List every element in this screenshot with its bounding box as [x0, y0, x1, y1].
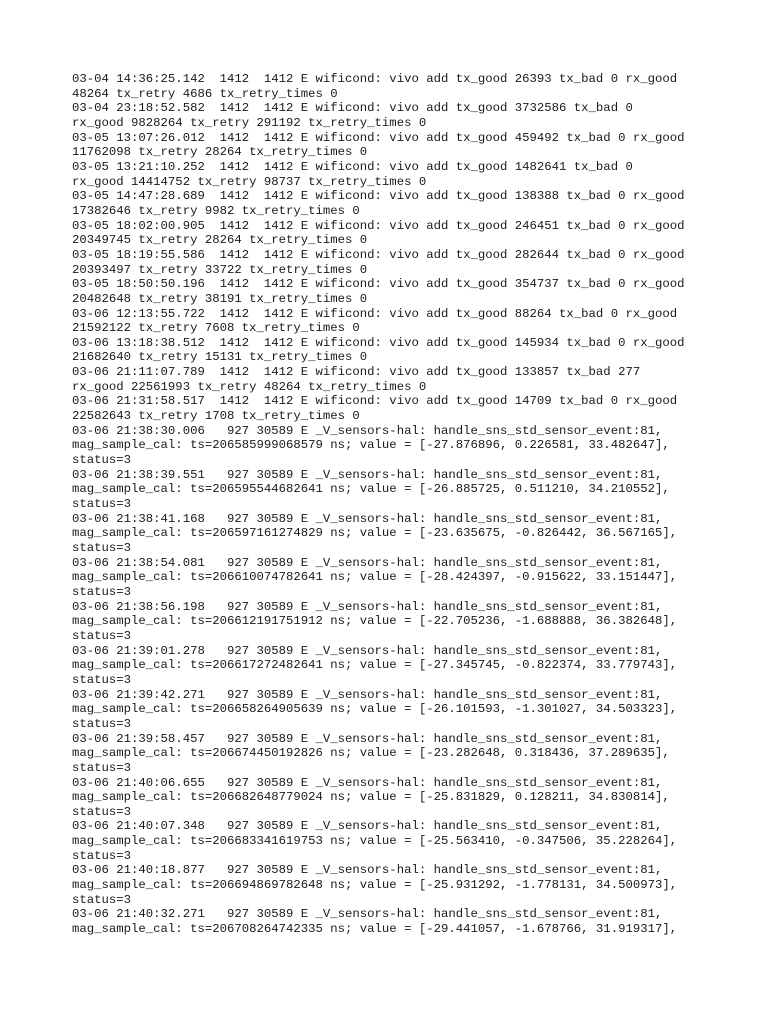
log-line: rx_good 14414752 tx_retry 98737 tx_retry_times 0 — [72, 174, 427, 189]
log-line: mag_sample_cal: ts=206612191751912 ns; value = [-22.705236, -1.688888, 36.382648], — [72, 614, 678, 629]
log-line: 03-06 21:39:58.457 927 30589 E _V_sensors-hal: handle_sns_std_sensor_event:81, — [72, 731, 663, 746]
log-line: 03-06 21:38:54.081 927 30589 E _V_sensors-hal: handle_sns_std_sensor_event:81, — [72, 555, 663, 570]
log-entry — [72, 277, 752, 306]
log-line: 48264 tx_retry 4686 tx_retry_times 0 — [72, 86, 338, 101]
log-line: status=3 — [72, 541, 132, 555]
log-line: 03-06 12:13:55.722 1412 1412 E wificond: vivo add tx_good 88264 tx_bad 0 rx_good — [72, 306, 678, 321]
log-entry — [72, 863, 752, 907]
log-line: 03-05 13:07:26.012 1412 1412 E wificond: vivo add tx_good 459492 tx_bad 0 rx_good — [72, 130, 685, 145]
log-entry — [72, 644, 752, 688]
log-entry — [72, 556, 752, 600]
log-entry — [72, 468, 752, 512]
log-line: 03-06 21:11:07.789 1412 1412 E wificond: vivo add tx_good 133857 tx_bad 277 — [72, 365, 641, 380]
log-line: status=3 — [72, 628, 132, 643]
log-line: 20482648 tx_retry 38191 tx_retry_times 0 — [72, 291, 368, 306]
log-entry — [72, 219, 752, 248]
log-line: 17382646 tx_retry 9982 tx_retry_times 0 — [72, 203, 360, 218]
log-line: 11762098 tx_retry 28264 tx_retry_times 0 — [72, 145, 368, 160]
log-line: 03-05 18:19:55.586 1412 1412 E wificond: vivo add tx_good 282644 tx_bad 0 rx_good — [72, 247, 685, 262]
log-line: mag_sample_cal: ts=206674450192826 ns; value = [-23.282648, 0.318436, 37.289635], — [72, 746, 670, 761]
log-entry — [72, 512, 752, 556]
log-line: mag_sample_cal: ts=206617272482641 ns; value = [-27.345745, -0.822374, 33.779743], — [72, 658, 678, 673]
log-line: 03-06 21:39:01.278 927 30589 E _V_sensors-hal: handle_sns_std_sensor_event:81, — [72, 643, 663, 658]
log-line: 20393497 tx_retry 33722 tx_retry_times 0 — [72, 262, 368, 277]
log-line: 03-06 21:38:39.551 927 30589 E _V_sensors-hal: handle_sns_std_sensor_event:81, — [72, 467, 663, 482]
log-line: mag_sample_cal: ts=206682648779024 ns; value = [-25.831829, 0.128211, 34.830814], — [72, 790, 670, 805]
log-line: mag_sample_cal: ts=206694869782648 ns; value = [-25.931292, -1.778131, 34.500973], — [72, 878, 678, 893]
log-entry — [72, 819, 752, 863]
log-line: 03-06 21:40:18.877 927 30589 E _V_sensors-hal: handle_sns_std_sensor_event:81, — [72, 863, 663, 878]
log-line: 20349745 tx_retry 28264 tx_retry_times 0 — [72, 233, 368, 248]
log-line: 22582643 tx_retry 1708 tx_retry_times 0 — [72, 409, 360, 424]
log-line: mag_sample_cal: ts=206658264905639 ns; value = [-26.101593, -1.301027, 34.503323], — [72, 702, 678, 717]
log-line: status=3 — [72, 672, 132, 687]
log-line: 03-05 18:50:50.196 1412 1412 E wificond: vivo add tx_good 354737 tx_bad 0 rx_good — [72, 277, 685, 292]
document-page — [72, 72, 752, 937]
log-line: 03-06 21:40:32.271 927 30589 E _V_sensors-hal: handle_sns_std_sensor_event:81, — [72, 907, 663, 922]
log-entry — [72, 131, 752, 160]
log-line: status=3 — [72, 497, 132, 512]
log-line: mag_sample_cal: ts=206708264742335 ns; value = [-29.441057, -1.678766, 31.919317], — [72, 922, 678, 937]
log-line: status=3 — [72, 760, 132, 775]
log-line: mag_sample_cal: ts=206585999068579 ns; value = [-27.876896, 0.226581, 33.482647], — [72, 438, 670, 453]
log-line: 03-06 21:38:41.168 927 30589 E _V_sensors-hal: handle_sns_std_sensor_event:81, — [72, 511, 663, 526]
log-entry — [72, 72, 752, 101]
log-entry — [72, 101, 752, 130]
log-line: 03-04 14:36:25.142 1412 1412 E wificond: vivo add tx_good 26393 tx_bad 0 rx_good — [72, 72, 678, 86]
log-line: 03-05 18:02:00.905 1412 1412 E wificond: vivo add tx_good 246451 tx_bad 0 rx_good — [72, 218, 685, 233]
log-entry — [72, 776, 752, 820]
log-entry — [72, 307, 752, 336]
log-line: status=3 — [72, 716, 132, 731]
log-line: 03-06 13:18:38.512 1412 1412 E wificond: vivo add tx_good 145934 tx_bad 0 rx_good — [72, 335, 685, 350]
log-line: mag_sample_cal: ts=206683341619753 ns; value = [-25.563410, -0.347506, 35.228264], — [72, 834, 678, 849]
log-line: status=3 — [72, 584, 132, 599]
log-entry — [72, 248, 752, 277]
log-line: status=3 — [72, 453, 132, 468]
log-entry — [72, 160, 752, 189]
log-line: 03-04 23:18:52.582 1412 1412 E wificond: vivo add tx_good 3732586 tx_bad 0 — [72, 101, 633, 116]
log-entry — [72, 600, 752, 644]
log-line: rx_good 22561993 tx_retry 48264 tx_retry_times 0 — [72, 379, 427, 394]
log-line: 03-06 21:38:56.198 927 30589 E _V_sensors-hal: handle_sns_std_sensor_event:81, — [72, 599, 663, 614]
log-line: 03-05 14:47:28.689 1412 1412 E wificond: vivo add tx_good 138388 tx_bad 0 rx_good — [72, 189, 685, 204]
log-entry — [72, 365, 752, 394]
log-entry — [72, 189, 752, 218]
log-line: 03-06 21:39:42.271 927 30589 E _V_sensors-hal: handle_sns_std_sensor_event:81, — [72, 687, 663, 702]
log-line: 03-06 21:40:06.655 927 30589 E _V_sensors-hal: handle_sns_std_sensor_event:81, — [72, 775, 663, 790]
log-line: mag_sample_cal: ts=206597161274829 ns; value = [-23.635675, -0.826442, 36.567165], — [72, 526, 678, 541]
log-entry — [72, 394, 752, 423]
log-entry — [72, 688, 752, 732]
log-line: status=3 — [72, 804, 132, 819]
log-entry — [72, 907, 752, 936]
log-line: status=3 — [72, 848, 132, 863]
log-line: 03-05 13:21:10.252 1412 1412 E wificond: vivo add tx_good 1482641 tx_bad 0 — [72, 159, 633, 174]
log-line: 21682640 tx_retry 15131 tx_retry_times 0 — [72, 350, 368, 365]
log-line: mag_sample_cal: ts=206610074782641 ns; value = [-28.424397, -0.915622, 33.151447], — [72, 570, 678, 585]
log-line: rx_good 9828264 tx_retry 291192 tx_retry_times 0 — [72, 115, 427, 130]
log-line: 03-06 21:31:58.517 1412 1412 E wificond: vivo add tx_good 14709 tx_bad 0 rx_good — [72, 394, 678, 409]
log-line: 03-06 21:40:07.348 927 30589 E _V_sensors-hal: handle_sns_std_sensor_event:81, — [72, 819, 663, 834]
log-line: 03-06 21:38:30.006 927 30589 E _V_sensors-hal: handle_sns_std_sensor_event:81, — [72, 423, 663, 438]
log-line: 21592122 tx_retry 7608 tx_retry_times 0 — [72, 321, 360, 336]
log-entry — [72, 336, 752, 365]
log-text-block — [72, 72, 752, 937]
log-entry — [72, 424, 752, 468]
log-line: mag_sample_cal: ts=206595544682641 ns; value = [-26.885725, 0.511210, 34.210552], — [72, 482, 670, 497]
log-line: status=3 — [72, 892, 132, 907]
log-entry — [72, 732, 752, 776]
